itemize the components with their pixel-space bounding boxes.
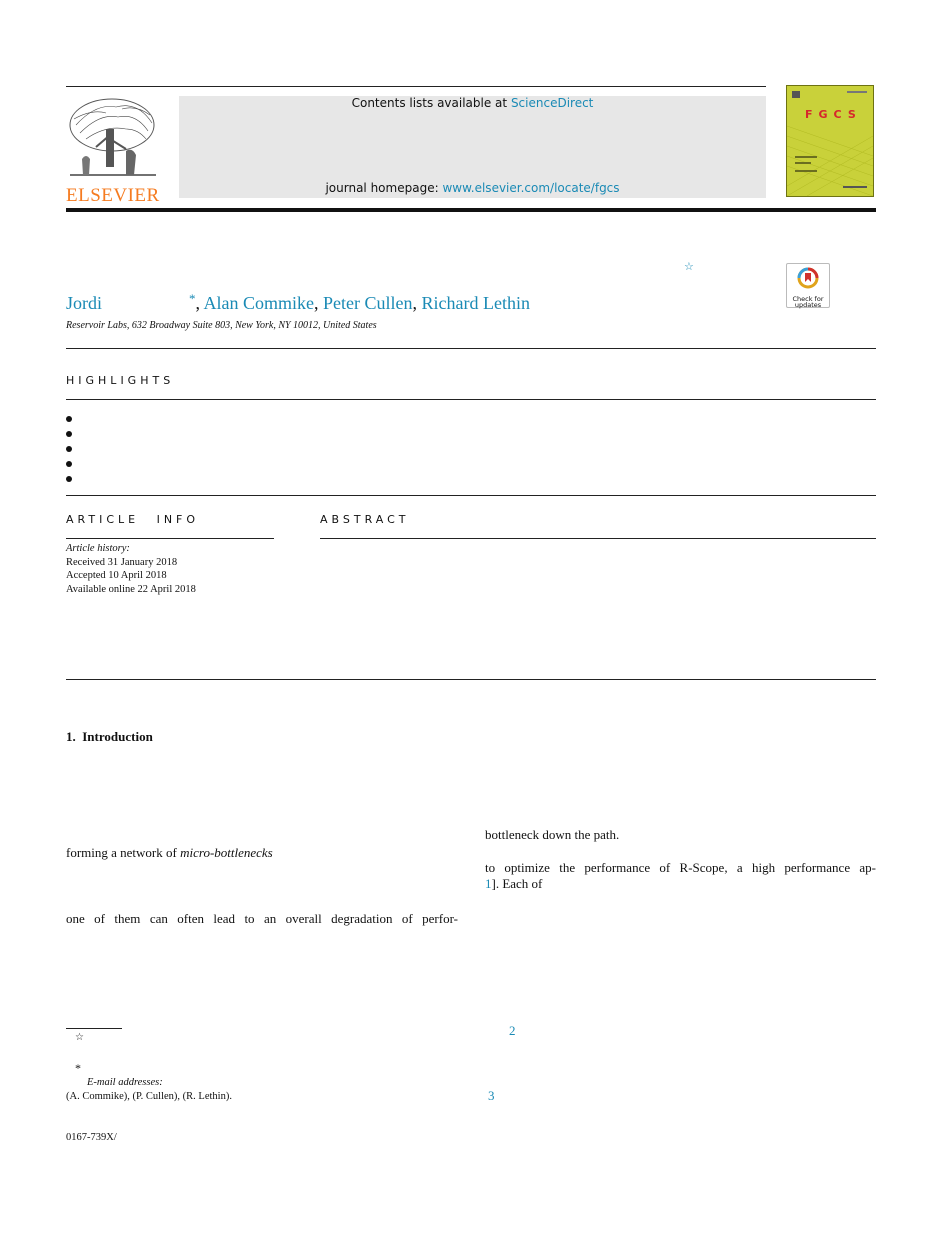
- highlights-heading: HIGHLIGHTS: [66, 374, 175, 387]
- online-date: Available online 22 April 2018: [66, 583, 196, 595]
- elsevier-tree-icon: [66, 95, 160, 179]
- title-footnote-star[interactable]: ☆: [684, 261, 694, 273]
- received-date: Received 31 January 2018: [66, 556, 178, 568]
- author-list: [66, 293, 530, 314]
- affiliation: Reservoir Labs, 632 Broadway Suite 803, New York, NY 10012, United States: [66, 320, 377, 331]
- history-label: Article history:: [66, 543, 130, 554]
- micro-bottlenecks-term: micro-bottlenecks: [180, 845, 273, 860]
- author-separator: ,: [412, 293, 422, 313]
- homepage-line: [179, 181, 766, 195]
- abstract-rule: [320, 538, 876, 539]
- sciencedirect-link[interactable]: ScienceDirect: [510, 96, 594, 110]
- intro-right-paragraph-1: bottleneck down the path.: [485, 827, 620, 842]
- article-info-rule: [66, 538, 274, 539]
- elsevier-logo[interactable]: [66, 95, 160, 206]
- reference-link-1[interactable]: 1: [485, 876, 492, 891]
- corresponding-author-mark[interactable]: *: [189, 291, 196, 306]
- journal-homepage-link[interactable]: www.elsevier.com/locate/fgcs: [442, 181, 620, 195]
- highlights-bottom-rule: [66, 495, 876, 496]
- intro-left-paragraph-1: [66, 845, 273, 861]
- author-richard-lethin[interactable]: Richard Lethin: [421, 293, 530, 313]
- accepted-date: Accepted 10 April 2018: [66, 570, 167, 581]
- highlight-bullet: [66, 476, 72, 482]
- introduction-heading: 1. Introduction: [66, 729, 153, 744]
- journal-cover[interactable]: [786, 85, 874, 197]
- masthead-top-rule: [66, 86, 766, 87]
- issn: 0167-739X/: [66, 1132, 117, 1143]
- footnote-asterisk: *: [75, 1061, 81, 1075]
- crossmark-badge[interactable]: [786, 263, 830, 308]
- footnote-3-mark[interactable]: 3: [488, 1088, 495, 1103]
- crossmark-line2: updates: [794, 301, 822, 309]
- author-peter-cullen[interactable]: Peter Cullen: [323, 293, 413, 313]
- crossmark-icon: [797, 267, 819, 291]
- highlight-bullet: [66, 461, 72, 467]
- contents-prefix: Contents lists available at: [351, 96, 511, 110]
- footnote-2-mark[interactable]: 2: [509, 1023, 516, 1038]
- author-jordi[interactable]: Jordi: [66, 293, 102, 313]
- front-matter-bottom-rule: [66, 679, 876, 680]
- cover-title: FGCS: [805, 108, 862, 121]
- highlight-bullet: [66, 446, 72, 452]
- elsevier-wordmark: ELSEVIER: [66, 185, 160, 206]
- intro-left-paragraph-2: one of them can often lead to an overall degradation of perfor-: [66, 911, 458, 926]
- journal-banner: [179, 96, 766, 198]
- intro-left-text: forming a network of: [66, 845, 181, 860]
- intro-right-paragraph-2-line1: to optimize the performance of R-Scope, a high performance ap-: [485, 860, 876, 875]
- homepage-prefix: journal homepage:: [325, 181, 443, 195]
- email-label: E-mail addresses:: [87, 1077, 163, 1088]
- highlights-rule: [66, 399, 876, 400]
- article-info-heading: ARTICLE INFO: [66, 513, 200, 526]
- footnote-star: ☆: [75, 1032, 84, 1043]
- intro-right-paragraph-2-line2: [485, 876, 542, 892]
- footnote-rule: [66, 1028, 122, 1029]
- crossmark-line1: Check for: [792, 295, 824, 303]
- cover-pattern-icon: [787, 86, 873, 196]
- affiliation-rule: [66, 348, 876, 349]
- email-addresses: (A. Commike), (P. Cullen), (R. Lethin).: [66, 1091, 232, 1102]
- masthead-bottom-rule: [66, 208, 876, 212]
- author-alan-commike[interactable]: Alan Commike: [203, 293, 315, 313]
- highlight-bullet: [66, 431, 72, 437]
- highlight-bullet: [66, 416, 72, 422]
- contents-line: [179, 96, 766, 110]
- abstract-heading: ABSTRACT: [320, 513, 410, 526]
- author-separator: ,: [195, 293, 204, 313]
- intro-right-text: ]. Each of: [491, 876, 543, 891]
- author-separator: ,: [314, 293, 324, 313]
- article-history: [66, 542, 196, 596]
